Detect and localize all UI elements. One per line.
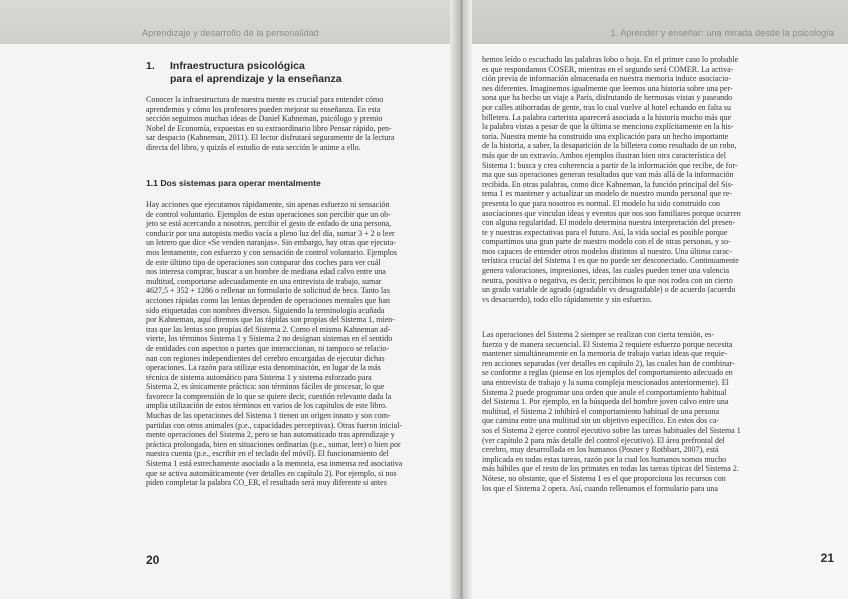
text-line: genera valoraciones, impresiones, ideas, las cuales pueden tener una valencia bbox=[482, 266, 730, 276]
text-line: hemos leído o escuchado las palabras lobo o hoja. En el primer caso lo probable bbox=[482, 55, 739, 64]
text-line: ren acciones separadas (ver detalles en capítulo 2), las cuales han de combinar- bbox=[482, 358, 735, 368]
text-line: conducir por una autopista medio vacía a pleno luz del día, sumar 3 + 2 o leer bbox=[146, 228, 395, 238]
text-line: un grado variable de agrado (agradable vs desagradable) o de acuerdo (acuerdo bbox=[482, 285, 736, 295]
text-line: Las operaciones del Sistema 2 siempre se realizan con cierta tensión, es- bbox=[482, 330, 714, 339]
text-line: Nótese, no obstante, que el Sistema 1 es el que proporciona los recursos con bbox=[482, 473, 726, 483]
text-line: compartimos una gran parte de nuestro modelo con el de otras personas, y so- bbox=[482, 237, 731, 247]
text-line: es que respondamos COSER, mientras en el segundo será COMER. La activa- bbox=[482, 64, 734, 74]
text-line: de la historia, a saber, la desaparición de la billetera como resultado de un robo, bbox=[482, 141, 737, 151]
text-line: toria. Nuestra mente ha construido una explicación para un hecho importante bbox=[482, 131, 729, 141]
text-line: nes diferentes. Imaginemos igualmente que leemos una historia sobre una per- bbox=[482, 83, 733, 93]
left-running-header bbox=[0, 0, 450, 44]
text-line: asociaciones que vinculan ideas y eventos que nos son familiares porque ocurren bbox=[482, 208, 741, 218]
text-line: terística crucial del Sistema 1 es que no puede ser desconectado. Continuamente bbox=[482, 256, 739, 266]
text-line: directa del libro, y quizás el estudio de esta sección le anime a ello. bbox=[146, 142, 361, 152]
text-line: de control voluntario. Ejemplos de estas operaciones son percibir que un ob- bbox=[146, 209, 391, 219]
text-line: del Sistema 1. Por ejemplo, en la búsqueda del hombre joven calvo entre una bbox=[482, 397, 729, 407]
text-line: ma que sus operaciones generan resultados que van más allá de la información bbox=[482, 170, 734, 180]
text-line: fuerzo y de manera secuencial. El Sistema 2 requiere esfuerzo porque necesita bbox=[482, 339, 733, 349]
text-line: mos lentamente, con esfuerzo y con sensación de control voluntario. Ejemplos bbox=[146, 247, 398, 257]
text-line: Sistema 1: busca y crea coherencia a partir de la información que recibe, de for- bbox=[482, 160, 738, 170]
text-line: nuestra cuenta (p.e., escribir en el teclado del móvil). El funcionamiento del bbox=[146, 449, 389, 459]
text-line: por Kahneman, aquí diremos que las rápidas son propias del Sistema 1, mien- bbox=[146, 315, 395, 325]
text-line: nos interesa comprar, buscar a un hombre de mediana edad calvo entre una bbox=[146, 267, 386, 277]
text-line: sar despacio (Kahneman, 2011). El lector disfrutará seguramente de la lectura bbox=[146, 133, 395, 143]
body-text-right-1 bbox=[482, 55, 836, 304]
text-line: Sistema 2, es únicamente práctica: son términos fáciles de procesar, lo que bbox=[146, 382, 385, 392]
text-line: un letrero que dice «Se venden naranjas». Sin embargo, hay otras que ejecuta- bbox=[146, 238, 396, 248]
text-line: cerebro, muy desarrollada en los humanos (Posner y Rothbart, 2007), está bbox=[482, 445, 719, 455]
body-text-left bbox=[146, 200, 436, 488]
text-line: Hay acciones que ejecutamos rápidamente, sin apenas esfuerzo ni sensación bbox=[146, 200, 390, 209]
text-line: vs desacuerdo), todo ello rápidamente y sin esfuerzo. bbox=[482, 294, 652, 304]
text-line: más que de un extravío. Ambos ejemplos ilustran bien otra característica del bbox=[482, 150, 726, 160]
section-title-line: para el aprendizaje y la enseñanza bbox=[170, 73, 342, 85]
text-line: mos capaces de entender otros modelos distintos al nuestro. Una última carac- bbox=[482, 246, 733, 256]
left-header-text: Aprendizaje y desarrollo de la personalidad bbox=[142, 28, 319, 38]
body-text-right-2 bbox=[482, 330, 836, 493]
text-line: Sistema 2 puede programar una orden que anule el comportamiento habitual bbox=[482, 387, 727, 397]
text-line: Sistema 1 está estrechamente asociado a la memoria, esa inmensa red asociativa bbox=[146, 459, 403, 469]
text-line: práctica prolongada, bien en situaciones ordinarias (p.e., sumar, leer) o bien por bbox=[146, 439, 401, 449]
text-line: amplia utilización de estos términos en varios de los capítulos de este libro. bbox=[146, 401, 388, 411]
text-line: una entrevista de trabajo y la suma compleja mencionados anteriormente). El bbox=[482, 377, 729, 387]
text-line: partidas con otros animales (p.e., capacidades perceptivas). Otras fueron inicial- bbox=[146, 420, 403, 430]
text-line: favorece la comprensión de lo que se quiere decir, cuestión relevante dada la bbox=[146, 391, 392, 401]
text-line: con alguna regularidad. El modelo determina nuestra interpretación del presen- bbox=[482, 218, 736, 228]
text-line: Conocer la infraestructura de nuestra mente es crucial para entender cómo bbox=[146, 95, 384, 104]
intro-paragraph bbox=[146, 95, 436, 153]
section-number: 1. bbox=[146, 60, 155, 72]
text-line: que se activa automáticamente (ver detalles en capítulo 2). Por ejemplo, si nos bbox=[146, 468, 397, 478]
text-line: mantener simultáneamente en la memoria de trabajo varias ideas que requie- bbox=[482, 349, 728, 359]
text-line: técnica de sistema automático para Sistema 1 y sistema esforzado para bbox=[146, 372, 372, 382]
section-title-text bbox=[170, 60, 440, 86]
text-line: neutra, positiva o negativa, es decir, percibimos lo que nos rodea con un cierto bbox=[482, 275, 733, 285]
text-line: mente operaciones del Sistema 2, pero se han automatizado tras aprendizaje y bbox=[146, 430, 395, 440]
right-header-text: 1. Aprender y enseñar: una mirada desde la psicología bbox=[610, 28, 834, 38]
text-line: billetera. La palabra carterista aparecerá asociada a la historia mucho más que bbox=[482, 112, 732, 122]
text-line: por calles atiborradas de gente, tras lo cual vuelve al hotel echando en falta su bbox=[482, 102, 732, 112]
text-line: recibida. En otras palabras, como dice Kahneman, la función principal del Sis- bbox=[482, 179, 734, 189]
page-number-left: 20 bbox=[146, 553, 160, 567]
text-line: se conforme a reglas (piense en los ejemplos del comportamiento adecuado en bbox=[482, 368, 733, 378]
text-line: de este último tipo de operaciones son comparar dos coches para ver cuál bbox=[146, 257, 381, 267]
text-line: de entidades con aspectos o partes que interaccionan, ni tampoco se relacio- bbox=[146, 343, 390, 353]
text-line: ción previa de información almacenada en nuestra memoria induce asociacio- bbox=[482, 74, 731, 84]
text-line: acciones rápidas como las lentas dependen de operaciones mentales que han bbox=[146, 295, 390, 305]
text-line: vierte, los términos Sistema 1 y Sistema 2 no designan sistemas en el sentido bbox=[146, 334, 393, 344]
text-line: la palabra vistas a pesar de que la última se menciona explícitamente en la his- bbox=[482, 122, 734, 132]
subsection-title: 1.1 Dos sistemas para operar mentalmente bbox=[146, 178, 321, 188]
right-running-header bbox=[472, 0, 848, 44]
text-line: operaciones. La razón para utilizar esta denominación, en lugar de la más bbox=[146, 363, 381, 373]
text-line: más hábiles que el resto de los primates en todas las tareas típicas del Sistema 2. bbox=[482, 464, 739, 474]
text-line: aprendemos y cómo los profesores pueden mejorar su enseñanza. En esta bbox=[146, 104, 381, 114]
text-line: que camina entre una multitud sin un objetivo específico. En estos dos ca- bbox=[482, 416, 720, 426]
text-line: implicada en todas estas tareas, razón por la cual los humanos somos mucho bbox=[482, 454, 727, 464]
text-line: multitud, comportarse adecuadamente en una entrevista de trabajo, sumar bbox=[146, 276, 382, 286]
text-line: jeto se está acercando a nosotros, percibir el gesto de enfado de una persona, bbox=[146, 219, 392, 229]
text-line: 4627,5 + 352 + 1286 o rellenar un formulario de solicitud de beca. Tanto las bbox=[146, 286, 390, 296]
text-line: sos el Sistema 2 ejerce control ejecutivo sobre las tareas habituales del Sistema 1 bbox=[482, 425, 741, 435]
book-gutter bbox=[450, 0, 472, 599]
text-line: sona que ha hecho un viaje a París, disfrutando de hermosas vistas y paseando bbox=[482, 93, 733, 103]
text-line: Nobel de Economía, expuestas en su extraordinario libro Pensar rápido, pen- bbox=[146, 123, 392, 133]
text-line: sido etiquetadas con nombres diversos. Siguiendo la terminología acuñada bbox=[146, 305, 385, 315]
text-line: tema 1 es mantener y actualizar un modelo de nuestro mundo personal que re- bbox=[482, 189, 732, 199]
text-line: los que el Sistema 2 opera. Así, cuando rellenamos el formulario para una bbox=[482, 483, 718, 493]
text-line: presenta lo que para nosotros es normal. El modelo ha sido construido con bbox=[482, 198, 720, 208]
section-title-line: Infraestructura psicológica bbox=[170, 60, 305, 72]
right-page bbox=[472, 0, 848, 599]
text-line: piden completar la palabra CO_ER, el resultado será muy diferente si antes bbox=[146, 478, 387, 488]
text-line: multitud, el Sistema 2 inhibirá el comportamiento habitual de una persona bbox=[482, 406, 720, 416]
text-line: sección seguimos muchas ideas de Daniel Kahneman, psicólogo y premio bbox=[146, 114, 383, 124]
text-line: tras que las lentas son propias del Sistema 2. Como el mismo Kahneman ad- bbox=[146, 324, 391, 334]
text-line: Muchas de las operaciones del Sistema 1 tienen un origen innato y son com- bbox=[146, 411, 391, 421]
text-line: (ver capítulo 2 para más detalle del control ejecutivo). El área prefrontal del bbox=[482, 435, 725, 445]
page-number-right: 21 bbox=[820, 551, 834, 565]
text-line: nan con regiones independientes del cerebro encargadas de ejecutar dichas bbox=[146, 353, 385, 363]
text-line: te y nuestras expectativas para el futuro. Así, la vida social es posible porque bbox=[482, 227, 728, 237]
